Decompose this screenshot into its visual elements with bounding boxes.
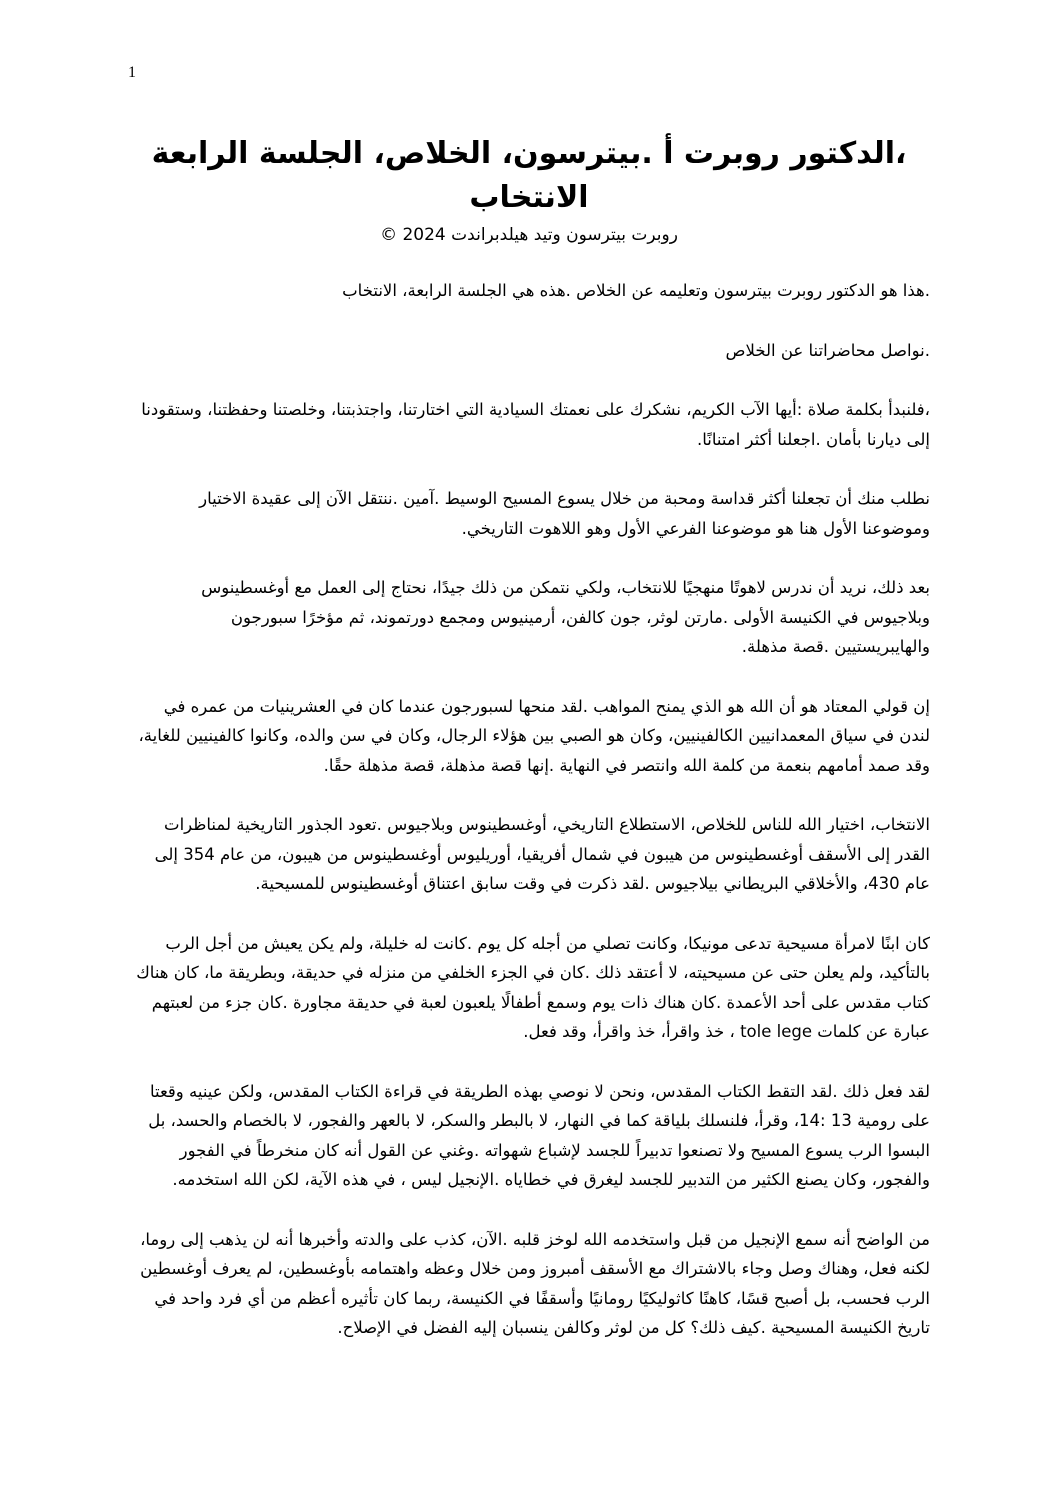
copyright-line: روبرت بيترسون وتيد هيلدبراندت 2024 © <box>380 225 678 245</box>
paragraph: لقد فعل ذلك .لقد التقط الكتاب المقدس، ونحن لا نوصي بهذه الطريقة في قراءة الكتاب المقدس، ولكن عينيه وقعتا على رومية 13 :14، وقرأ، فلنسلك بلياقة كما في النهار، لا بالبطر والسكر، لا بالعهر والفجور، لا بالخصام والحسد، بل البسوا الرب يسوع المسيح ولا تصنعوا تدبيراً للجسد لإشباع شهواته .وغني عن القول أنه كان منخرطاً في الفجور والفجور، وكان يصنع الكثير من التدبير للجسد ليغرق في خطاياه .الإنجيل ليس ، في هذه الآية، لكن الله استخدمه. <box>148 1081 930 1189</box>
page-number: 1 <box>128 64 136 81</box>
title-line-1: ،الدكتور روبرت أ .بيترسون، الخلاص، الجلسة الرابعة <box>151 136 907 171</box>
title-line-2: الانتخاب <box>469 180 589 215</box>
paragraph: كان ابنًا لامرأة مسيحية تدعى مونيكا، وكانت تصلي من أجله كل يوم .كانت له خليلة، ولم يكن يعيش من أجل الرب بالتأكيد، ولم يعلن حتى عن مسيحيته، لا أعتقد ذلك .كان في الجزء الخلفي من منزله في حديقة، وبطريقة ما، كان هناك كتاب مقدس على أحد الأعمدة .كان هناك ذات يوم وسمع أطفالًا يلعبون لعبة في حديقة مجاورة .كان جزء من لعبتهم عبارة عن كلمات tole lege ، خذ واقرأ، خذ واقرأ، وقد فعل. <box>136 933 930 1041</box>
paragraph: بعد ذلك، نريد أن ندرس لاهوتًا منهجيًا للانتخاب، ولكي نتمكن من ذلك جيدًا، نحتاج إلى العمل مع أوغسطينوس وبلاجيوس في الكنيسة الأولى .مارتن لوثر، جون كالفن، أرمينيوس ومجمع دورتموند، ثم مؤخرًا سبورجون والهايبريستيين .قصة مذهلة. <box>201 578 930 656</box>
paragraph: إن قولي المعتاد هو أن الله هو الذي يمنح المواهب .لقد منحها لسبورجون عندما كان في العشرينيات من عمره في لندن في سياق المعمدانيين الكالفينيين، وكان هو الصبي بين هؤلاء الرجال، وكان في سن والده، وكانوا كالفينيين للغاية، وقد صمد أمامهم بنعمة من كلمة الله وانتصر في النهاية .إنها قصة مذهلة، قصة مذهلة حقًا. <box>138 696 930 775</box>
paragraph: .نواصل محاضراتنا عن الخلاص <box>725 340 930 360</box>
paragraph: ،فلنبدأ بكلمة صلاة :أيها الآب الكريم، نشكرك على نعمتك السيادية التي اختارتنا، واجتذبتنا، وخلصتنا وحفظتنا، وستقودنا إلى ديارنا بأمان .اجعلنا أكثر امتنانًا. <box>141 400 930 449</box>
paragraph: الانتخاب، اختيار الله للناس للخلاص، الاستطلاع التاريخي، أوغسطينوس وبلاجيوس .تعود الجذور التاريخية لمناظرات القدر إلى الأسقف أوغسطينوس من هيبون في شمال أفريقيا، أوريليوس أوغسطينوس من هيبون، من عام 354 إلى عام 430، والأخلاقي البريطاني بيلاجيوس .لقد ذكرت في وقت سابق اعتناق أوغسطينوس للمسيحية. <box>154 815 930 893</box>
paragraph: من الواضح أنه سمع الإنجيل من قبل واستخدمه الله لوخز قلبه .الآن، كذب على والدته وأخبرها أنه لن يذهب إلى روما، لكنه فعل، وهناك وصل وجاء بالاشتراك مع الأسقف أمبروز ومن خلال وعظه واهتمامه بأوغسطين، لم يعرف أوغسطين الرب فحسب، بل أصبح قسًا، كاهنًا كاثوليكيًا رومانيًا وأسقفًا في الكنيسة، ربما كان تأثيره أعظم من أي فرد واحد في تاريخ الكنيسة المسيحية .كيف ذلك؟ كل من لوثر وكالفن ينسبان إليه الفضل في الإصلاح. <box>140 1229 930 1337</box>
document-title <box>140 132 918 220</box>
document-body <box>136 276 930 1373</box>
paragraph: .هذا هو الدكتور روبرت بيترسون وتعليمه عن الخلاص .هذه هي الجلسة الرابعة، الانتخاب <box>342 281 930 300</box>
paragraph: نطلب منك أن تجعلنا أكثر قداسة ومحبة من خلال يسوع المسيح الوسيط .آمين .ننتقل الآن إلى عقيدة الاختيار وموضوعنا الأول هنا هو موضوعنا الفرعي الأول وهو اللاهوت التاريخي. <box>199 489 930 538</box>
